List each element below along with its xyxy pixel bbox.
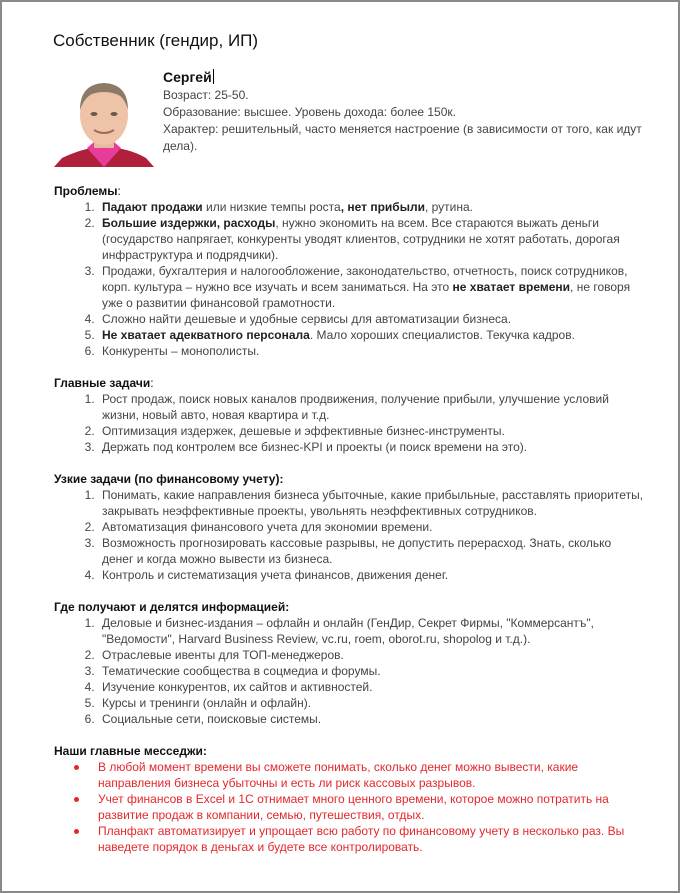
list-item: Учет финансов в Excel и 1С отнимает много ценного времени, которое можно потратить на развитие продаж в компании, семью, путешествия, отдых.	[98, 791, 644, 823]
messages-list	[54, 759, 644, 855]
list-item: 1. Деловые и бизнес-издания – офлайн и онлайн (ГенДир, Секрет Фирмы, "Коммерсантъ", "Ведомости", Harvard Business Review, vc.ru, roem, oborot.ru, shopolog и т.д.).	[98, 615, 644, 647]
list-item: 1. Рост продаж, поиск новых каналов продвижения, получение прибыли, улучшение условий жизни, новый авто, новая квартира и т.д.	[98, 391, 644, 423]
document-body	[54, 183, 644, 871]
main-tasks-list	[54, 391, 644, 455]
list-item: 6. Социальные сети, поисковые системы.	[98, 711, 644, 727]
text-cursor	[213, 69, 214, 84]
list-item: 6. Конкуренты – монополисты.	[98, 343, 644, 359]
narrow-tasks-list	[54, 487, 644, 583]
list-item: 3. Тематические сообщества в соцмедиа и форумы.	[98, 663, 644, 679]
list-item: 1. Падают продажи или низкие темпы роста, нет прибыли, рутина.	[98, 199, 644, 215]
messages-heading: Наши главные месседжи:	[54, 744, 207, 758]
info-sources-section	[54, 599, 644, 727]
persona-age: Возраст: 25-50.	[163, 88, 249, 102]
problems-heading: Проблемы:	[54, 184, 121, 198]
list-item: 3. Держать под контролем все бизнес-KPI и проекты (и поиск времени на это).	[98, 439, 644, 455]
list-item: В любой момент времени вы сможете понимать, сколько денег можно вывести, какие направления бизнеса убыточны и есть ли риск кассовых разрывов.	[98, 759, 644, 791]
main-tasks-section	[54, 375, 644, 455]
list-item: 4. Сложно найти дешевые и удобные сервисы для автоматизации бизнеса.	[98, 311, 644, 327]
persona-profile	[163, 69, 643, 155]
info-sources-list	[54, 615, 644, 727]
page-title: Собственник (гендир, ИП)	[53, 31, 259, 50]
list-item: 5. Не хватает адекватного персонала. Мало хороших специалистов. Текучка кадров.	[98, 327, 644, 343]
list-item: 2. Отраслевые ивенты для ТОП-менеджеров.	[98, 647, 644, 663]
problems-list	[54, 199, 644, 359]
list-item: 4. Изучение конкурентов, их сайтов и активностей.	[98, 679, 644, 695]
narrow-tasks-heading: Узкие задачи (по финансовому учету):	[54, 472, 284, 486]
problems-section	[54, 183, 644, 359]
list-item: 2. Большие издержки, расходы, нужно экономить на всем. Все стараются выжать деньги (государство напрягает, конкуренты уводят клиентов, сотрудники не хотят работать, дорогая инфраструктура и подрядчики).	[98, 215, 644, 263]
persona-photo	[54, 70, 154, 167]
list-item: 3. Возможность прогнозировать кассовые разрывы, не допустить перерасход. Знать, сколько денег и когда можно вывести из бизнеса.	[98, 535, 644, 567]
info-sources-heading: Где получают и делятся информацией:	[54, 600, 290, 614]
messages-section	[54, 743, 644, 855]
persona-name[interactable]: Сергей	[163, 69, 212, 85]
list-item: Планфакт автоматизирует и упрощает всю работу по финансовому учету в несколько раз. Вы наведете порядок в деньгах и будете все контролировать.	[98, 823, 644, 855]
person-avatar-icon	[54, 70, 154, 167]
main-tasks-heading: Главные задачи:	[54, 376, 154, 390]
list-item: 2. Оптимизация издержек, дешевые и эффективные бизнес-инструменты.	[98, 423, 644, 439]
list-item: 2. Автоматизация финансового учета для экономии времени.	[98, 519, 644, 535]
narrow-tasks-section	[54, 471, 644, 583]
list-item: 1. Понимать, какие направления бизнеса убыточные, какие прибыльные, расставлять приоритеты, закрывать неэффективные проекты, увольнять неэффективных сотрудников.	[98, 487, 644, 519]
list-item: 4. Контроль и систематизация учета финансов, движения денег.	[98, 567, 644, 583]
persona-education: Образование: высшее. Уровень дохода: более 150к.	[163, 105, 456, 119]
persona-character: Характер: решительный, часто меняется настроение (в зависимости от того, как идут дела).	[163, 122, 642, 153]
list-item: 5. Курсы и тренинги (онлайн и офлайн).	[98, 695, 644, 711]
list-item: 3. Продажи, бухгалтерия и налогообложение, законодательство, отчетность, поиск сотрудников, корп. культура – нужно все изучать и всем заниматься. На это не хватает времени, не говоря уже о развитии финансовой грамотности.	[98, 263, 644, 311]
